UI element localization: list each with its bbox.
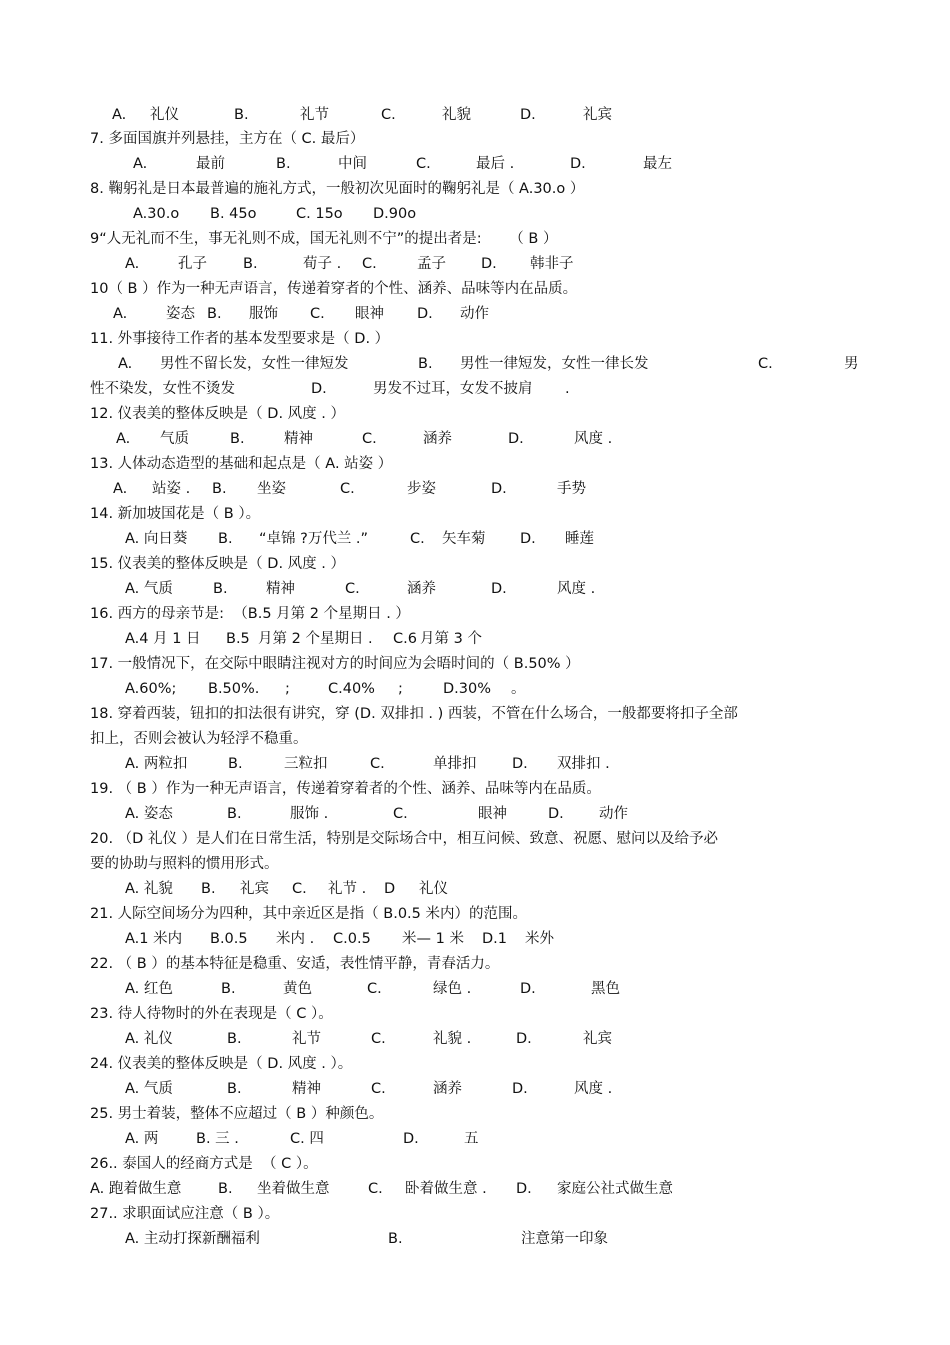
option-segment: 注意第一印象: [521, 1231, 608, 1247]
option-segment: A.: [112, 107, 127, 123]
option-segment: A. 主动打探新酬福利: [125, 1231, 260, 1247]
option-segment: D.: [516, 1031, 532, 1047]
option-line: [0, 805, 950, 823]
option-line: [0, 930, 950, 948]
option-segment: ;: [285, 681, 290, 697]
option-segment: A.30.o: [133, 206, 180, 222]
option-segment: A. 礼貌: [125, 881, 173, 897]
option-segment: C.0.5: [333, 931, 371, 947]
question-line: 24. 仪表美的整体反映是（ D. 风度 . ）。: [90, 1056, 353, 1072]
option-segment: 矢车菊: [442, 531, 486, 547]
option-segment: 男: [844, 356, 859, 372]
question-line: 16. 西方的母亲节是: （B.5 月第 2 个星期日 . ）: [90, 606, 410, 622]
option-segment: D: [384, 881, 396, 897]
option-line: [0, 1130, 950, 1148]
option-segment: 动作: [599, 806, 628, 822]
option-segment: D.: [508, 431, 524, 447]
option-segment: 涵养: [407, 581, 436, 597]
option-segment: 礼节 .: [328, 881, 367, 897]
option-segment: C.: [410, 531, 425, 547]
option-segment: C.6: [393, 631, 417, 647]
option-segment: B.: [388, 1231, 403, 1247]
option-segment: D.: [491, 581, 507, 597]
option-segment: C.: [381, 107, 396, 123]
option-segment: D.: [512, 756, 528, 772]
option-segment: 涵养: [433, 1081, 462, 1097]
option-segment: A.: [133, 156, 148, 172]
option-segment: 黄色: [283, 981, 312, 997]
option-segment: 绿色 .: [433, 981, 472, 997]
option-segment: A. 气质: [125, 1081, 173, 1097]
option-line: [0, 155, 950, 173]
option-segment: A. 姿态: [125, 806, 173, 822]
option-line: [0, 1230, 950, 1248]
option-segment: 月第 3 个: [420, 631, 482, 647]
option-line: [0, 355, 950, 373]
option-segment: D.: [417, 306, 433, 322]
question-line: 8. 鞠躬礼是日本最普遍的施礼方式，一般初次见面时的鞠躬礼是（ A.30.o ）: [90, 181, 585, 197]
option-segment: D.: [491, 481, 507, 497]
option-segment: C.: [371, 1031, 386, 1047]
option-segment: D.1: [482, 931, 507, 947]
option-segment: 站姿 .: [152, 481, 191, 497]
option-segment: A.60%;: [125, 681, 177, 697]
option-segment: D.90o: [373, 206, 417, 222]
option-segment: 礼貌: [442, 107, 471, 123]
option-line: [0, 106, 950, 124]
option-segment: 性不染发，女性不烫发: [90, 381, 235, 397]
option-segment: 。: [511, 681, 526, 697]
option-segment: D.: [516, 1181, 532, 1197]
option-segment: 礼宾: [583, 1031, 612, 1047]
option-segment: 双排扣 .: [557, 756, 610, 772]
option-segment: C. 15o: [296, 206, 343, 222]
option-segment: 礼节: [300, 107, 329, 123]
option-segment: 最后 .: [476, 156, 515, 172]
option-segment: C.: [393, 806, 408, 822]
option-line: [0, 255, 950, 273]
option-line: [0, 580, 950, 598]
option-segment: A. 气质: [125, 581, 173, 597]
option-segment: 眼神: [355, 306, 384, 322]
option-segment: B.: [201, 881, 216, 897]
option-segment: C.40%: [328, 681, 375, 697]
option-segment: A. 红色: [125, 981, 173, 997]
option-segment: 荀子 .: [303, 256, 342, 272]
option-segment: C.: [758, 356, 773, 372]
option-segment: 姿态: [166, 306, 195, 322]
option-segment: B.: [221, 981, 236, 997]
option-segment: .: [565, 381, 570, 397]
option-segment: D.: [520, 981, 536, 997]
question-line: 26.. 泰国人的经商方式是 （ C ）。: [90, 1156, 318, 1172]
option-segment: C.: [371, 1081, 386, 1097]
option-segment: 眼神: [478, 806, 507, 822]
option-segment: 男性一律短发，女性一律长发: [460, 356, 649, 372]
option-segment: C.: [370, 756, 385, 772]
option-line: [0, 430, 950, 448]
option-segment: 睡莲: [565, 531, 594, 547]
option-segment: A.: [116, 431, 131, 447]
option-segment: B.: [212, 481, 227, 497]
option-segment: B.: [228, 756, 243, 772]
option-segment: 男性不留长发，女性一律短发: [160, 356, 349, 372]
option-segment: C.: [362, 431, 377, 447]
option-segment: 最前: [196, 156, 225, 172]
option-segment: A.4 月 1 日: [125, 631, 201, 647]
question-line: 扣上，否则会被认为轻浮不稳重。: [90, 731, 308, 747]
option-segment: C.: [310, 306, 325, 322]
option-segment: ;: [398, 681, 403, 697]
option-segment: 米外: [525, 931, 554, 947]
option-segment: 服饰 .: [290, 806, 329, 822]
option-segment: 手势: [557, 481, 586, 497]
option-line: [0, 205, 950, 223]
option-segment: B. 三 .: [196, 1131, 239, 1147]
option-segment: A.: [113, 306, 128, 322]
question-line: 17. 一般情况下，在交际中眼睛注视对方的时间应为会晤时间的（ B.50% ）: [90, 656, 580, 672]
option-line: [0, 530, 950, 548]
option-segment: 风度 .: [574, 1081, 613, 1097]
question-line: 23. 待人待物时的外在表现是（ C ）。: [90, 1006, 333, 1022]
option-segment: 坐着做生意: [257, 1181, 330, 1197]
question-line: 13. 人体动态造型的基础和起点是（ A. 站姿 ）: [90, 456, 393, 472]
option-segment: D.: [311, 381, 327, 397]
option-line: [0, 630, 950, 648]
question-line: 要的协助与照料的惯用形式。: [90, 856, 279, 872]
option-segment: 最左: [643, 156, 672, 172]
option-segment: A.: [113, 481, 128, 497]
question-line: 10（ B ）作为一种无声语言，传递着穿者的个性、涵养、品味等内在品质。: [90, 281, 578, 297]
option-segment: D.: [548, 806, 564, 822]
option-segment: B.50%.: [208, 681, 260, 697]
option-segment: B.: [230, 431, 245, 447]
option-segment: C.: [367, 981, 382, 997]
option-segment: 单排扣: [433, 756, 477, 772]
option-segment: D.30%: [443, 681, 492, 697]
option-segment: B.: [213, 581, 228, 597]
option-segment: D.: [520, 531, 536, 547]
option-segment: 男发不过耳，女发不披肩: [373, 381, 533, 397]
option-segment: B.: [234, 107, 249, 123]
question-line: 27.. 求职面试应注意（ B ）。: [90, 1206, 280, 1222]
question-line: 21. 人际空间场分为四种，其中亲近区是指（ B.0.5 米内）的范围。: [90, 906, 528, 922]
option-segment: 精神: [284, 431, 313, 447]
option-segment: 风度 .: [574, 431, 613, 447]
question-line: 12. 仪表美的整体反映是（ D. 风度 . ）: [90, 406, 345, 422]
option-segment: B.: [227, 1031, 242, 1047]
option-line: [0, 755, 950, 773]
option-segment: 卧着做生意 .: [405, 1181, 487, 1197]
option-segment: B.: [218, 531, 233, 547]
option-segment: 中间: [338, 156, 367, 172]
option-segment: B.0.5: [210, 931, 248, 947]
option-segment: 风度 .: [557, 581, 596, 597]
option-segment: A.1 米内: [125, 931, 183, 947]
option-segment: 步姿: [407, 481, 436, 497]
option-segment: A.: [118, 356, 133, 372]
option-segment: 米内 .: [276, 931, 315, 947]
option-line: [0, 380, 950, 398]
option-segment: 礼节: [292, 1031, 321, 1047]
option-segment: 精神: [292, 1081, 321, 1097]
option-segment: B.: [276, 156, 291, 172]
option-segment: 黑色: [591, 981, 620, 997]
option-segment: B.: [243, 256, 258, 272]
option-segment: C.: [362, 256, 377, 272]
option-segment: D.: [403, 1131, 419, 1147]
option-segment: B.5: [226, 631, 250, 647]
option-segment: 礼仪: [419, 881, 448, 897]
option-line: [0, 480, 950, 498]
option-segment: 三粒扣: [284, 756, 328, 772]
option-line: [0, 1180, 950, 1198]
option-segment: 孟子: [417, 256, 446, 272]
option-segment: A. 跑着做生意: [90, 1181, 182, 1197]
option-line: [0, 1080, 950, 1098]
question-line: 7. 多面国旗并列悬挂，主方在（ C. 最后）: [90, 131, 365, 147]
option-segment: 精神: [266, 581, 295, 597]
option-segment: A. 两: [125, 1131, 159, 1147]
option-line: [0, 880, 950, 898]
question-line: 25. 男士着装，整体不应超过（ B ）种颜色。: [90, 1106, 384, 1122]
option-segment: 礼仪: [150, 107, 179, 123]
option-segment: D.: [512, 1081, 528, 1097]
option-segment: C.: [345, 581, 360, 597]
option-segment: B.: [418, 356, 433, 372]
option-segment: C.: [340, 481, 355, 497]
option-segment: 坐姿: [257, 481, 286, 497]
question-line: 18. 穿着西装，钮扣的扣法很有讲究，穿 (D. 双排扣 . ) 西装，不管在什么场合，一般都要将扣子全部: [90, 706, 738, 722]
option-segment: D.: [520, 107, 536, 123]
option-line: [0, 305, 950, 323]
option-segment: 五: [464, 1131, 479, 1147]
option-segment: 礼貌 .: [433, 1031, 472, 1047]
option-segment: B.: [218, 1181, 233, 1197]
option-segment: 气质: [160, 431, 189, 447]
option-segment: B. 45o: [210, 206, 257, 222]
option-line: [0, 980, 950, 998]
option-segment: C.: [416, 156, 431, 172]
option-segment: “卓锦 ?万代兰 .”: [259, 531, 369, 547]
option-segment: 家庭公社式做生意: [557, 1181, 673, 1197]
option-segment: B.: [227, 806, 242, 822]
option-segment: 涵养: [423, 431, 452, 447]
option-segment: 礼宾: [240, 881, 269, 897]
option-segment: B.: [227, 1081, 242, 1097]
option-line: [0, 680, 950, 698]
question-line: 9“人无礼而不生，事无礼则不成，国无礼则不宁”的提出者是: （ B ）: [90, 231, 558, 247]
option-line: [0, 1030, 950, 1048]
option-segment: A. 礼仪: [125, 1031, 173, 1047]
option-segment: 米— 1 米: [402, 931, 464, 947]
option-segment: B.: [207, 306, 222, 322]
option-segment: C.: [292, 881, 307, 897]
question-line: 14. 新加坡国花是（ B ）。: [90, 506, 261, 522]
question-line: 11. 外事接待工作者的基本发型要求是（ D. ）: [90, 331, 390, 347]
option-segment: 月第 2 个星期日 .: [258, 631, 373, 647]
option-segment: 礼宾: [583, 107, 612, 123]
question-line: 22. （ B ）的基本特征是稳重、安适，表性情平静，青春活力。: [90, 956, 500, 972]
option-segment: D.: [570, 156, 586, 172]
option-segment: A.: [125, 256, 140, 272]
option-segment: 韩非子: [530, 256, 574, 272]
option-segment: D.: [481, 256, 497, 272]
question-line: 15. 仪表美的整体反映是（ D. 风度 . ）: [90, 556, 345, 572]
option-segment: A. 两粒扣: [125, 756, 188, 772]
option-segment: 动作: [460, 306, 489, 322]
option-segment: A. 向日葵: [125, 531, 188, 547]
option-segment: C.: [368, 1181, 383, 1197]
question-line: 20. （D 礼仪 ）是人们在日常生活，特别是交际场合中，相互问候、致意、祝愿、慰问以及给予必: [90, 831, 719, 847]
option-segment: 孔子: [178, 256, 207, 272]
option-segment: 服饰: [249, 306, 278, 322]
question-line: 19. （ B ）作为一种无声语言，传递着穿着者的个性、涵养、品味等内在品质。: [90, 781, 601, 797]
option-segment: C. 四: [290, 1131, 324, 1147]
